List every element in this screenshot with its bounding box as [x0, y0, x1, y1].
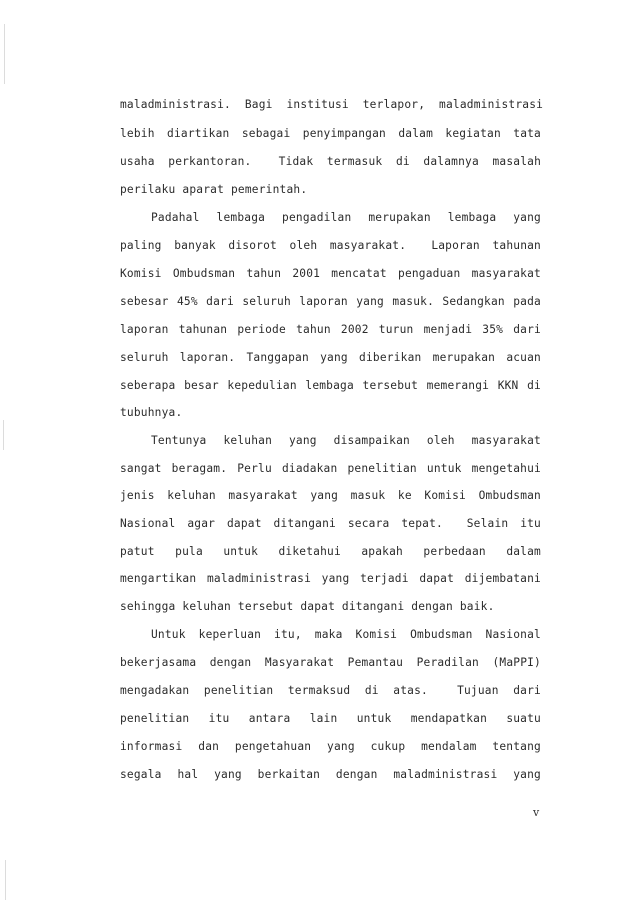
text-line-4: perilaku aparat pemerintah. [120, 183, 308, 196]
text-line-5: Padahal lembaga pengadilan merupakan lembaga yang [151, 211, 541, 224]
text-line-25: segala hal yang berkaitan dengan maladministrasi yang [120, 768, 541, 781]
text-line-8: sebesar 45% dari seluruh laporan yang masuk. Sedangkan pada [120, 295, 541, 308]
scan-artifact [4, 24, 5, 84]
text-line-17: patut pula untuk diketahui apakah perbedaan dalam [120, 545, 541, 558]
text-line-22: mengadakan penelitian termaksud di atas. Tujuan dari [120, 684, 541, 697]
text-line-2: lebih diartikan sebagai penyimpangan dalam kegiatan tata [120, 127, 541, 140]
text-line-12: tubuhnya. [120, 406, 183, 419]
text-line-13: Tentunya keluhan yang disampaikan oleh masyarakat [151, 434, 541, 447]
scan-artifact [5, 860, 6, 900]
text-line-14: sangat beragam. Perlu diadakan penelitian untuk mengetahui [120, 462, 541, 475]
text-line-7: Komisi Ombudsman tahun 2001 mencatat pengaduan masyarakat [120, 267, 541, 280]
text-line-10: seluruh laporan. Tanggapan yang diberikan merupakan acuan [120, 351, 541, 364]
text-line-21: bekerjasama dengan Masyarakat Pemantau Peradilan (MaPPI) [120, 656, 541, 669]
page-number: v [533, 806, 540, 819]
text-line-3: usaha perkantoran. Tidak termasuk di dalamnya masalah [120, 155, 541, 168]
text-line-19: sehingga keluhan tersebut dapat ditangani dengan baik. [120, 600, 495, 613]
text-line-15: jenis keluhan masyarakat yang masuk ke Komisi Ombudsman [120, 489, 541, 502]
text-line-20: Untuk keperluan itu, maka Komisi Ombudsman Nasional [151, 628, 541, 641]
text-line-9: laporan tahunan periode tahun 2002 turun menjadi 35% dari [120, 323, 541, 336]
text-line-23: penelitian itu antara lain untuk mendapatkan suatu [120, 712, 541, 725]
text-line-16: Nasional agar dapat ditangani secara tepat. Selain itu [120, 517, 541, 530]
text-line-18: mengartikan maladministrasi yang terjadi dapat dijembatani [120, 572, 541, 585]
scan-artifact [3, 420, 4, 450]
text-line-6: paling banyak disorot oleh masyarakat. Laporan tahunan [120, 239, 541, 252]
text-line-24: informasi dan pengetahuan yang cukup mendalam tentang [120, 740, 541, 753]
text-line-11: seberapa besar kepedulian lembaga tersebut memerangi KKN di [120, 379, 541, 392]
text-line-1: maladministrasi. Bagi institusi terlapor, maladministrasi [120, 98, 544, 111]
